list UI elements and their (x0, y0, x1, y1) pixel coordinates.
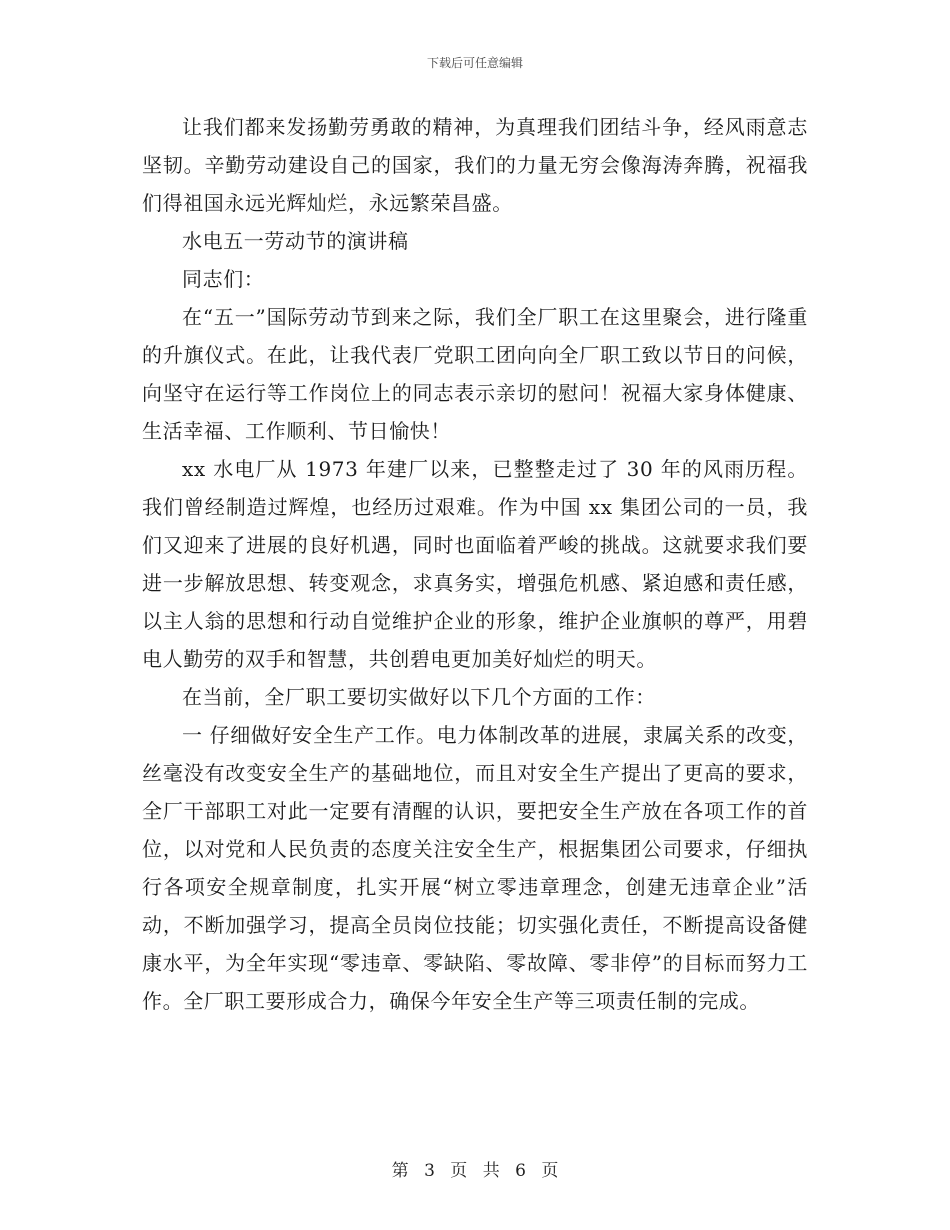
footer-total-suffix: 页 (541, 1161, 559, 1181)
paragraph-closing-blessing: 让我们都来发扬勤劳勇敢的精神，为真理我们团结斗争，经风雨意志坚韧。辛勤劳动建设自己的国家，我们的力量无穷会像海涛奔腾，祝福我们得祖国永远光辉灿烂，永远繁荣昌盛。 (142, 115, 808, 215)
header-note: 下载后可任意编辑 (426, 56, 523, 70)
footer-total-pages: 6 (515, 1161, 526, 1181)
paragraph-greeting: 在“五一”国际劳动节到来之际，我们全厂职工在这里聚会，进行隆重的升旗仪式。在此，让我代表厂党职工团向向全厂职工致以节日的问候，向坚守在运行等工作岗位上的同志表示亲切的慰问！祝福大家身体健康、生活幸福、工作顺利、节日愉快！ (142, 305, 808, 443)
paragraph-history: xx 水电厂从 1973 年建厂以来，已整整走过了 30 年的风雨历程。我们曾经制造过辉煌，也经历过艰难。作为中国 xx 集团公司的一员，我们又迎来了进展的良好机遇，同时也面临着严峻的挑战。这就要求我们要进一步解放思想、转变观念，求真务实，增强危机感、紧迫感和责任感，以主人翁的思想和行动自觉维护企业的形象，维护企业旗帜的尊严，用碧电人勤劳的双手和智慧，共创碧电更加美好灿烂的明天。 (142, 457, 808, 671)
paragraph-safety-work: 一 仔细做好安全生产工作。电力体制改革的进展，隶属关系的改变，丝毫没有改变安全生产的基础地位，而且对安全生产提出了更高的要求，全厂干部职工对此一定要有清醒的认识，要把安全生产放在各项工作的首位，以对党和人民负责的态度关注安全生产，根据集团公司要求，仔细执行各项安全规章制度，扎实开展“树立零违章理念，创建无违章企业”活动，不断加强学习，提高全员岗位技能；切实强化责任，不断提高设备健康水平，为全年实现“零违章、零缺陷、零故障、零非停”的目标而努力工作。全厂职工要形成合力，确保今年安全生产等三项责任制的完成。 (142, 723, 808, 1013)
footer-current-page: 3 (424, 1161, 435, 1181)
footer-page-prefix: 第 (391, 1161, 409, 1181)
speech-salutation: 同志们： (182, 267, 265, 291)
speech-title: 水电五一劳动节的演讲稿 (182, 229, 409, 253)
paragraph-tasks-intro: 在当前，全厂职工要切实做好以下几个方面的工作： (182, 685, 656, 709)
page-header (0, 54, 950, 71)
footer-page-mid: 页 (450, 1161, 468, 1181)
footer-total-prefix: 共 (482, 1161, 500, 1181)
page-footer (0, 1156, 950, 1181)
document-body (142, 108, 808, 1020)
